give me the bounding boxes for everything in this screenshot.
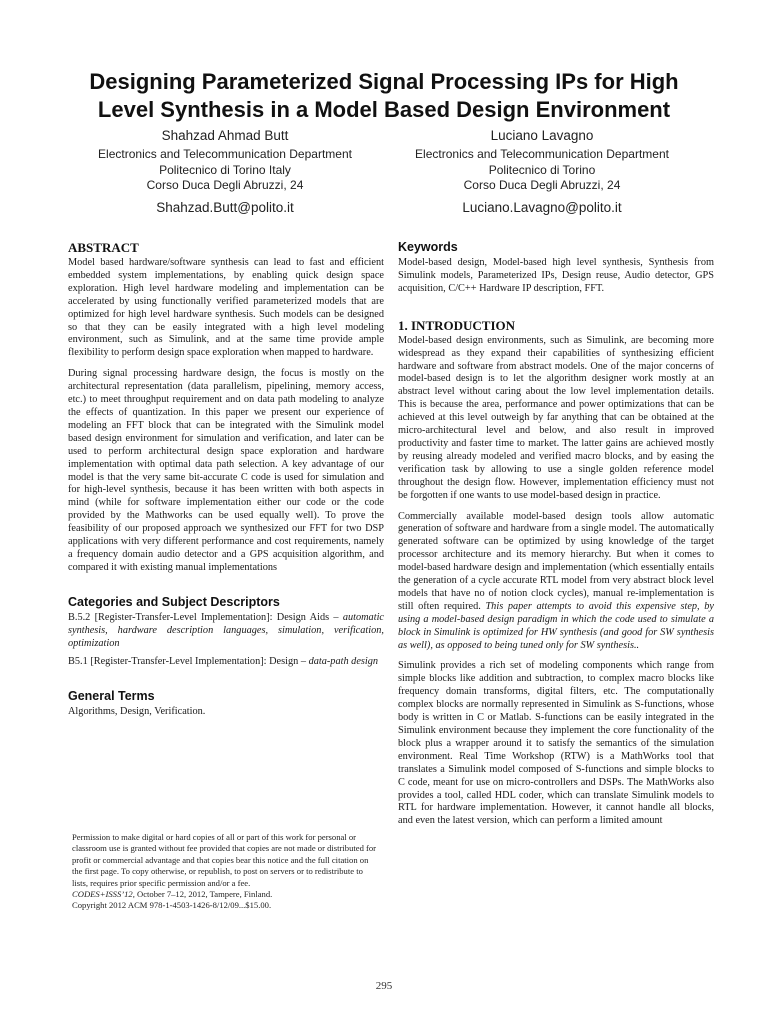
categories-heading: Categories and Subject Descriptors bbox=[68, 594, 280, 609]
keywords-text: Model-based design, Model-based high level synthesis, Synthesis from Simulink models, Parameterized IPs, Design reuse, Audio detector, GPS acquisition, C/C++ Hardware IP description, FFT. bbox=[398, 257, 714, 294]
intro-p2-italic: This paper attempts to avoid this expensive step, by using a model-based design paradigm in which the code used to simulate a block in Simulink is optimized for HW synthesis (and good for SW synthesis as well), as opposed to being tuned only for SW synthesis.. bbox=[398, 600, 714, 651]
abstract-heading: ABSTRACT bbox=[68, 240, 139, 255]
conference-line bbox=[72, 889, 380, 900]
permission-text: Permission to make digital or hard copies of all or part of this work for personal or classroom use is granted without fee provided that copies are not made or distributed for profit or commercial advantage and that copies bear this notice and the full citation on the first page. To copy otherwise, or republish, to post on servers or to redistribute to lists, requires prior specific permission and/or a fee. bbox=[72, 832, 377, 888]
category-code: B.5.2 [Register-Transfer-Level Implementation]: Design Aids – bbox=[68, 611, 343, 623]
author-name: Shahzad Ahmad Butt bbox=[161, 128, 289, 143]
conference-details: October 7–12, 2012, Tampere, Finland. bbox=[134, 889, 273, 900]
category-terms: data-path design bbox=[308, 656, 379, 668]
keywords-heading: Keywords bbox=[398, 240, 458, 254]
author-block-2 bbox=[372, 127, 712, 216]
author-address: Corso Duca Degli Abruzzi, 24 bbox=[463, 178, 621, 192]
category-item-1 bbox=[68, 612, 384, 651]
category-item-2 bbox=[68, 656, 384, 669]
author-institution: Politecnico di Torino bbox=[488, 162, 596, 177]
conference-name: CODES+ISSS’12, bbox=[72, 889, 135, 900]
permission-notice bbox=[72, 832, 380, 912]
introduction-heading: 1. INTRODUCTION bbox=[398, 317, 516, 333]
general-terms-heading: General Terms bbox=[68, 689, 155, 704]
author-institution: Politecnico di Torino Italy bbox=[159, 162, 291, 177]
copyright-line: Copyright 2012 ACM 978-1-4503-1426-8/12/09...$15.00. bbox=[72, 900, 272, 911]
author-name: Luciano Lavagno bbox=[490, 128, 594, 143]
author-department: Electronics and Telecommunication Department bbox=[415, 147, 669, 161]
left-column bbox=[68, 240, 384, 727]
author-block-1 bbox=[55, 127, 395, 216]
intro-p2-plain: Commercially available model-based design tools allow automatic generation of software and hardware from a single model. The automatically generated software can be optimized by using knowledge of the target processor architecture and its memory hierarchy. But when it comes to model-based hardware design and implementation (which essentially entails the generation of a cycle accurate RTL model from very abstract block level models that have no of notion clock cycles), manual re-implementation is still often required. bbox=[398, 510, 714, 612]
abstract-paragraph-2: During signal processing hardware design, the focus is mostly on the architectural representation (data parallelism, pipelining, memory access, etc.) to meet throughput requirement and on data path modeling to analyze the effects of quantization. In this paper we present our experience of modeling an FFT block that can be integrated with the Simulink model based design environment for simulation and verification, and later can be used to perform architectural design space exploration and hardware implementation with optimal data path selection. A key advantage of our model is that the very same bit-accurate C code is used for simulation and for high-level synthesis, because it has been written with both aspects in mind (while for software implementation either our code or the code provided by the Mathworks can be used equally well). To prove the feasibility of our proposed approach we synthesized our FFT for two DSP applications with very different performance and cost requirements, namely a frequency domain audio detector and a GPS acquisition algorithm, and compared it with existing manual implementations bbox=[68, 368, 384, 573]
general-terms-text: Algorithms, Design, Verification. bbox=[68, 706, 206, 718]
author-department: Electronics and Telecommunication Department bbox=[98, 147, 352, 161]
author-address: Corso Duca Degli Abruzzi, 24 bbox=[146, 178, 304, 192]
introduction-paragraph-2 bbox=[398, 511, 714, 653]
page-number: 295 bbox=[375, 980, 393, 992]
introduction-paragraph-3: Simulink provides a rich set of modeling components which range from simple blocks like addition and subtraction, to complex macro blocks like frequency domain transforms, digital filters, etc. The computationally complex blocks are normally represented in Simulink as S-functions, whose body is written in C or Matlab. S-functions can be easily integrated in the Simulink environment because they implement the core functionality of the block plus a wrapper around it to satisfy the semantics of the simulation environment. Real Time Workshop (RTW) is a MathWorks tool that translates a Simulink model composed of S-functions and simple blocks to C code, meant for use on micro-controllers and DSPs. The MathWorks also provides a tool, called HDL coder, which can translate Simulink models to RTL for hardware implementation. However, it cannot handle all blocks, and even the latest version, which can perform a limited amount bbox=[398, 660, 714, 827]
category-terms: automatic synthesis, hardware description languages, simulation, verification, optimization bbox=[68, 611, 384, 649]
author-email: Luciano.Lavagno@polito.it bbox=[462, 199, 622, 215]
title-line-1: Designing Parameterized Signal Processing IPs for High bbox=[89, 69, 679, 94]
abstract-paragraph-1: Model based hardware/software synthesis can lead to fast and efficient embedded system implementations, by enabling quick design space exploration. High level hardware modeling and implementation can be accelerated by using functionally verified parameterized models that are optimized for high level hardware synthesis. Such models can be designed so that they can be easily integrated with a high level modeling environment, such as Simulink, and at the same time provide ample flexibility to perform design space exploration when mapped to hardware. bbox=[68, 257, 384, 359]
author-email: Shahzad.Butt@polito.it bbox=[156, 199, 294, 215]
title-line-2: Level Synthesis in a Model Based Design Environment bbox=[97, 97, 671, 122]
right-column bbox=[398, 240, 714, 836]
introduction-paragraph-1: Model-based design environments, such as Simulink, are becoming more widespread as they expand their capabilities of synthesizing efficient hardware and software from abstract models. One of the major concerns of model-based design is to let the algorithm designer work mostly at an abstract level without caring about the low level implementation details. This is because the area, performance and power optimizations that can be achieved at this level outweigh by far anything that can be obtained at the micro-architectural level and below, and also result in improved productivity and faster time to market. The latter gains are achieved mostly by reusing already modeled and verified macro blocks, and by easing the verification task by allowing to use a single golden reference model throughout the design flow. However, implementation efficiency must not be forgotten if one wants to use model-based design in practice. bbox=[398, 334, 714, 501]
category-code: B5.1 [Register-Transfer-Level Implementation]: Design – bbox=[68, 656, 309, 668]
paper-title bbox=[40, 68, 728, 124]
